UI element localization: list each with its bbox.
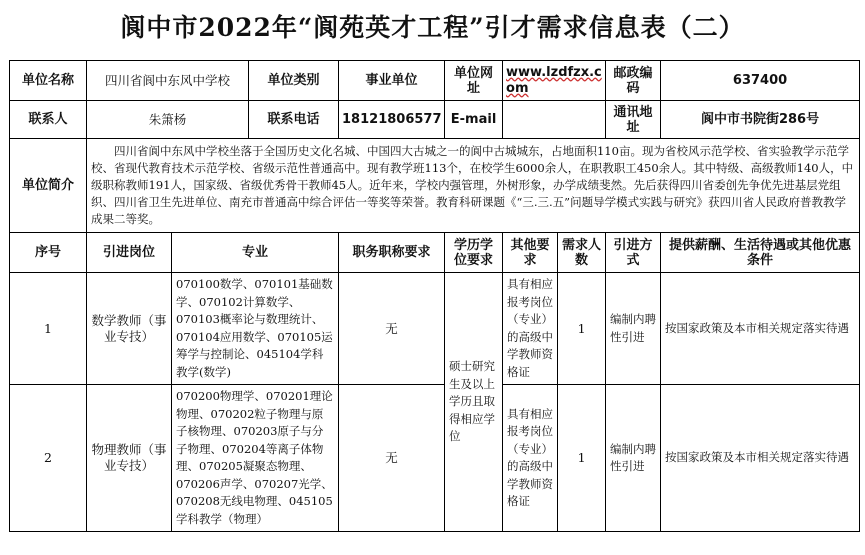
address-value: 阆中市书院街286号	[661, 101, 860, 139]
page-title: 阆中市2022年“阆苑英才工程”引才需求信息表（二）	[120, 13, 745, 42]
website-label: 单位网址	[445, 61, 503, 101]
email-value	[503, 101, 606, 139]
phone-label: 联系电话	[249, 101, 339, 139]
row-other-req: 具有相应报考岗位（专业）的高级中学教师资格证	[503, 385, 558, 532]
unit-type-label: 单位类别	[249, 61, 339, 101]
unit-row	[10, 61, 860, 101]
unit-name-label: 单位名称	[10, 61, 87, 101]
contact-value: 朱箫杨	[87, 101, 249, 139]
table-row	[10, 273, 860, 385]
intro-row	[10, 139, 860, 233]
email-label: E-mail	[445, 101, 503, 139]
row-benefits: 按国家政策及本市相关规定落实待遇	[661, 385, 860, 532]
row-no: 1	[10, 273, 87, 385]
col-title-req-header: 职务职称要求	[339, 233, 445, 273]
row-title-req: 无	[339, 385, 445, 532]
website-text[interactable]: www.lzdfzx.com	[506, 64, 602, 96]
row-benefits: 按国家政策及本市相关规定落实待遇	[661, 273, 860, 385]
row-count: 1	[558, 385, 606, 532]
postcode-value: 637400	[661, 61, 860, 101]
intro-text: 四川省阆中东风中学校坐落于全国历史文化名城、中国四大古城之一的阆中古城城东，占地面积110亩。现为省校风示范学校、省实验教学示范学校、省现代教育技术示范学校、省级示范性普通高中。现有教学班113个，在校学生6000余人，在职教职工450余人。其中特级、高级教师140人，中级职称教师191人，国家级、省级优秀骨干教师45人。近年来，学校内强管理，外树形象，办学成绩斐然。先后获得四川省委创先争优先进基层党组织、四川省卫生先进单位、南充市普通高中综合评估一等奖等荣誉。教育科研课题《“三.三.五”问题导学模式实践与研究》获四川省人民政府普教教学成果二等奖。	[87, 139, 860, 233]
info-table	[9, 60, 860, 532]
row-position: 物理教师（事业专技）	[87, 385, 172, 532]
contact-row	[10, 101, 860, 139]
info-table-container	[9, 60, 859, 550]
col-position-header: 引进岗位	[87, 233, 172, 273]
contact-label: 联系人	[10, 101, 87, 139]
unit-name-value: 四川省阆中东风中学校	[87, 61, 249, 101]
row-title-req: 无	[339, 273, 445, 385]
col-other-req-header: 其他要求	[503, 233, 558, 273]
unit-type-value: 事业单位	[339, 61, 445, 101]
row-no: 2	[10, 385, 87, 532]
phone-value: 18121806577	[339, 101, 445, 139]
col-major-header: 专业	[172, 233, 339, 273]
col-count-header: 需求人数	[558, 233, 606, 273]
col-method-header: 引进方式	[606, 233, 661, 273]
postcode-label: 邮政编码	[606, 61, 661, 101]
row-other-req: 具有相应报考岗位（专业）的高级中学教师资格证	[503, 273, 558, 385]
shared-edu-req: 硕士研究生及以上学历且取得相应学位	[445, 273, 503, 532]
col-no-header: 序号	[10, 233, 87, 273]
row-major: 070200物理学、070201理论物理、070202粒子物理与原子核物理、070203原子与分子物理、070204等离子体物理、070205凝聚态物理、070206声学、070207光学、070208无线电物理、045105学科教学（物理）	[172, 385, 339, 532]
row-major: 070100数学、070101基础数学、070102计算数学、070103概率论与数理统计、070104应用数学、070105运筹学与控制论、045104学科教学(数学)	[172, 273, 339, 385]
row-method: 编制内聘性引进	[606, 273, 661, 385]
row-count: 1	[558, 273, 606, 385]
intro-label: 单位简介	[10, 139, 87, 233]
website-link[interactable]	[503, 61, 606, 101]
column-header-row	[10, 233, 860, 273]
address-label: 通讯地址	[606, 101, 661, 139]
col-benefits-header: 提供薪酬、生活待遇或其他优惠条件	[661, 233, 860, 273]
table-row	[10, 385, 860, 532]
row-position: 数学教师（事业专技）	[87, 273, 172, 385]
row-method: 编制内聘性引进	[606, 385, 661, 532]
col-edu-req-header: 学历学位要求	[445, 233, 503, 273]
